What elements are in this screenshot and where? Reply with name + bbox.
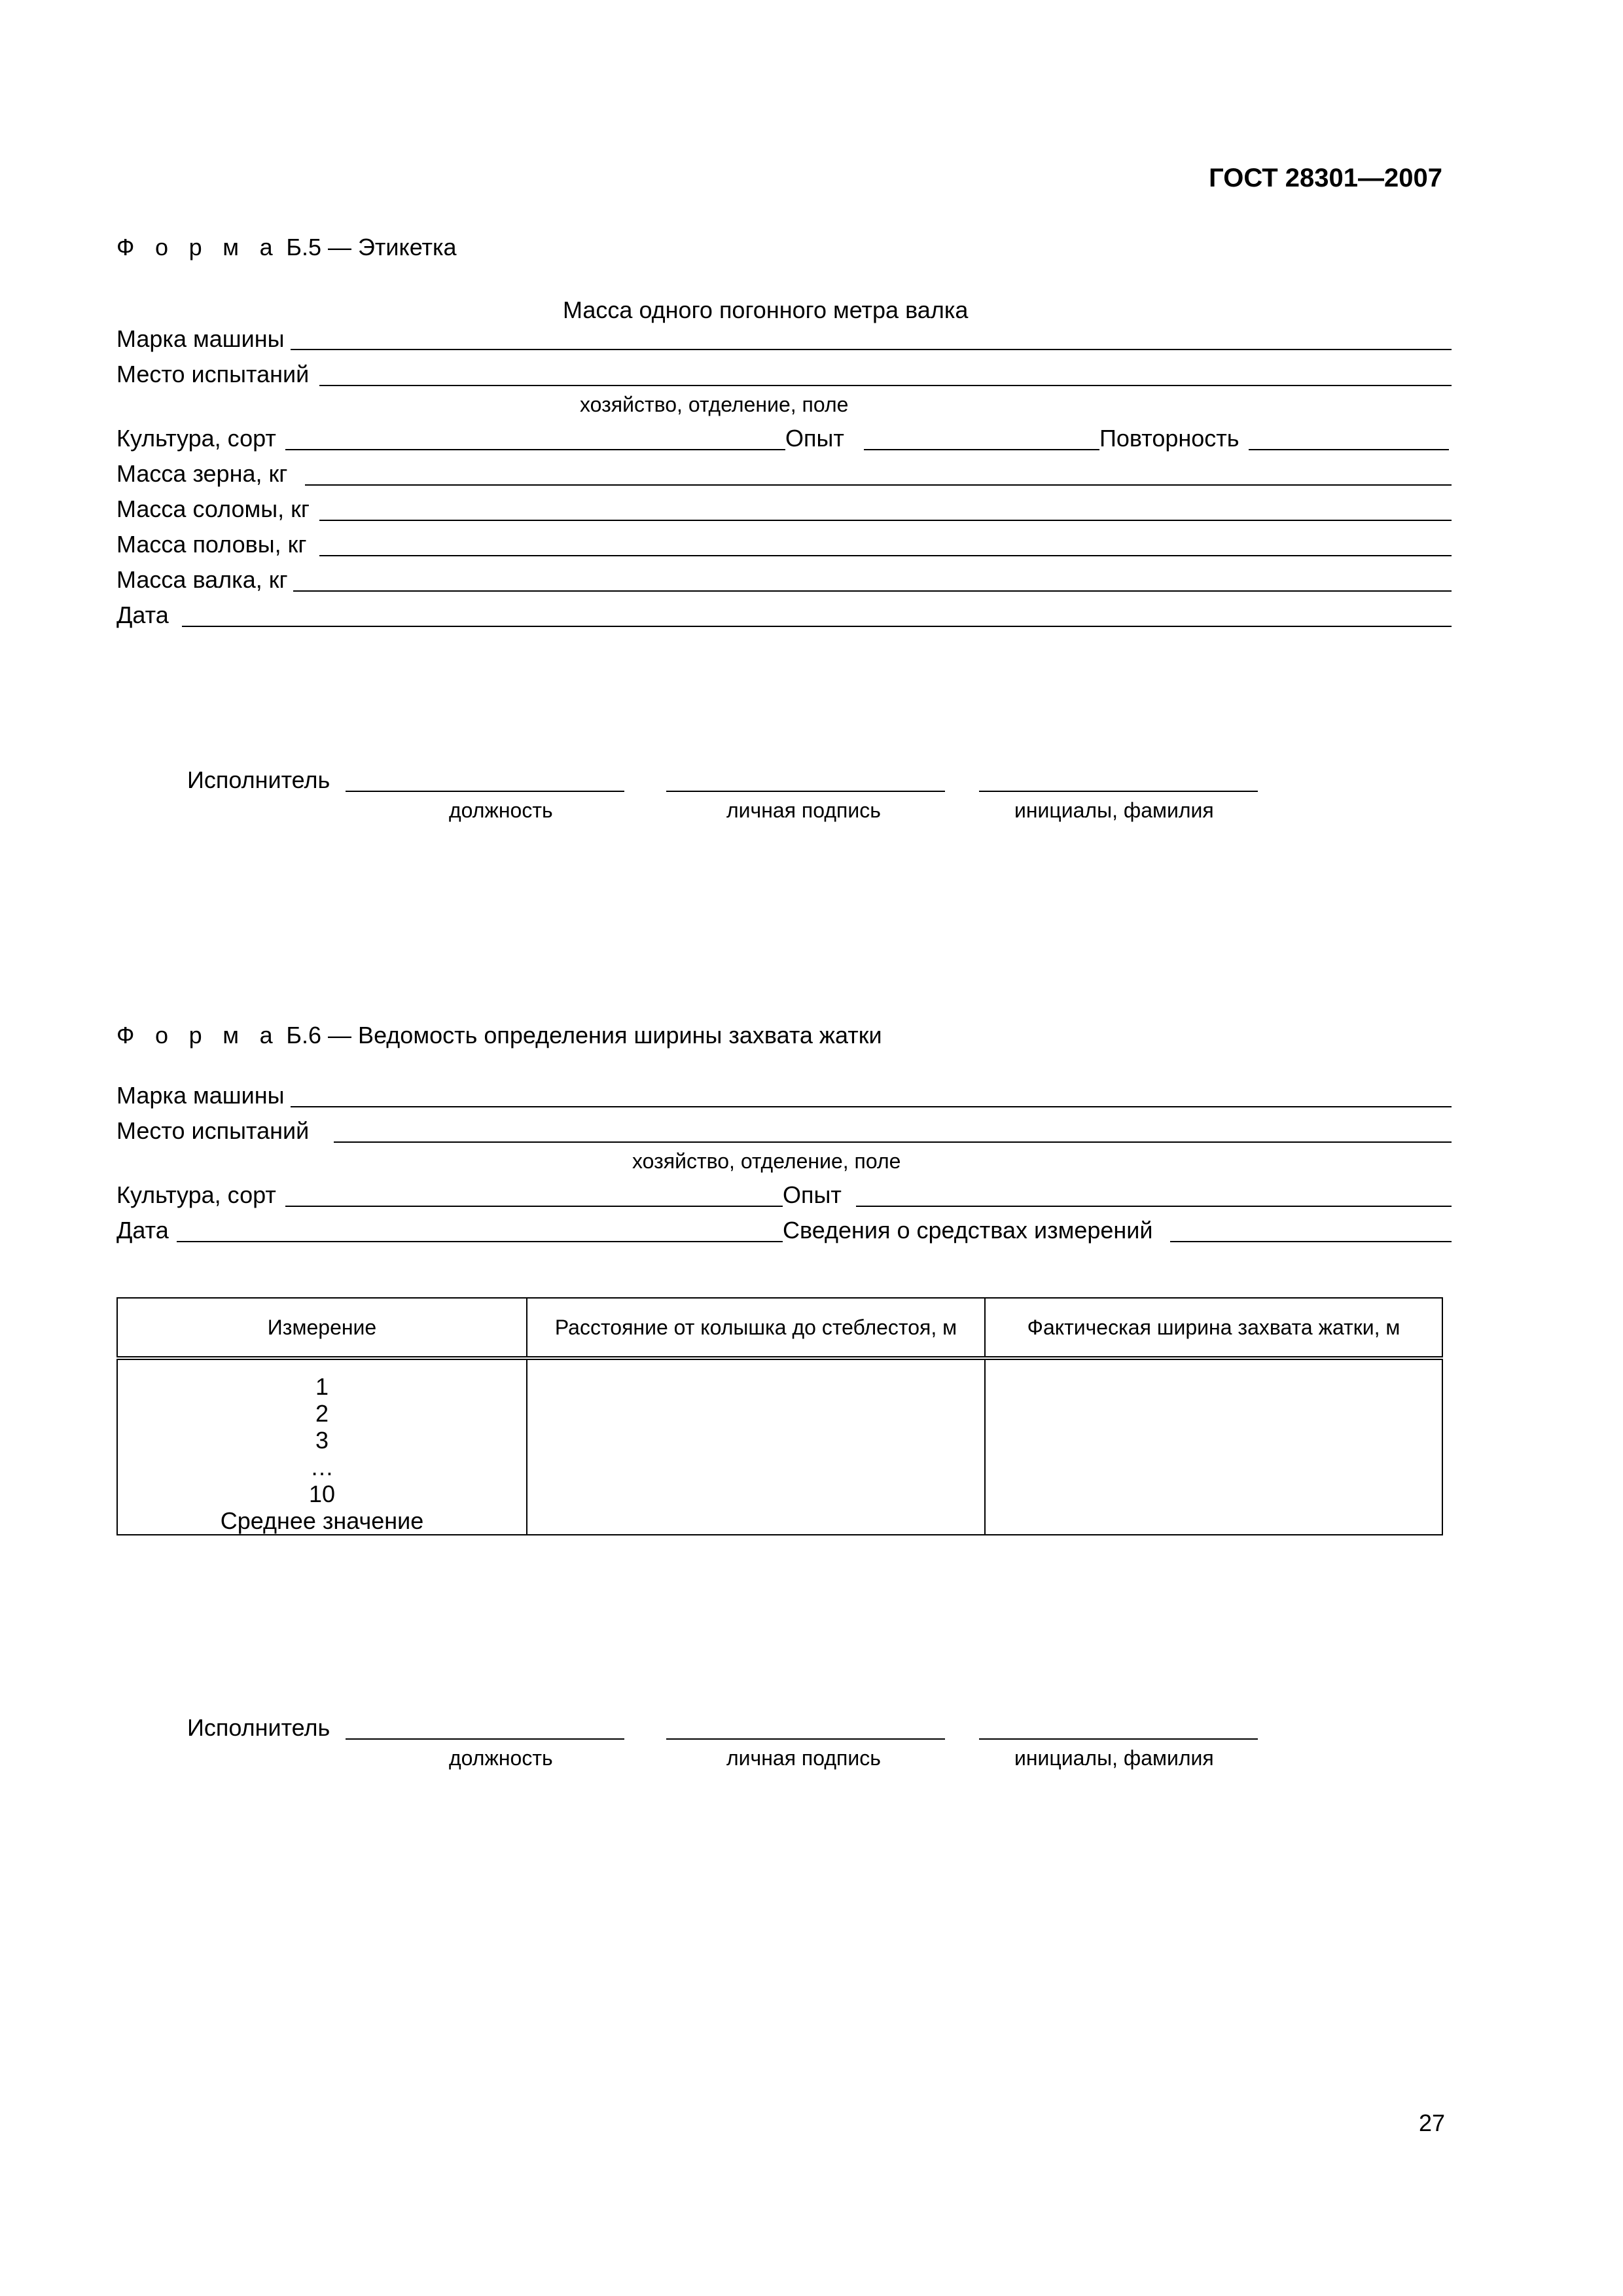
- page-number: 27: [1418, 2109, 1445, 2136]
- machine-label: Марка машины: [116, 325, 285, 352]
- executor-name-field[interactable]: [979, 1738, 1258, 1740]
- executor-signature-field[interactable]: [666, 1738, 945, 1740]
- table-row-label: 2: [315, 1400, 329, 1427]
- crop-field[interactable]: [285, 1206, 783, 1207]
- place-label: Место испытаний: [116, 1117, 310, 1144]
- place-field[interactable]: [334, 1141, 1452, 1143]
- date-field[interactable]: [182, 626, 1452, 627]
- column-header-width: Фактическая ширина захвата жатки, м: [985, 1298, 1442, 1358]
- table-body-row: [117, 1358, 1442, 1535]
- executor-position-field[interactable]: [346, 791, 624, 792]
- place-hint: хозяйство, отделение, поле: [632, 1149, 901, 1173]
- experiment-label: Опыт: [785, 425, 844, 452]
- form-b6-title: [116, 1024, 882, 1047]
- executor-position-field[interactable]: [346, 1738, 624, 1740]
- table-row-label: 1: [315, 1373, 329, 1400]
- form-word: Ф о р м а: [116, 1022, 280, 1049]
- table-row-label: Среднее значение: [220, 1507, 424, 1534]
- measurement-table: [116, 1297, 1443, 1535]
- place-field[interactable]: [319, 385, 1452, 386]
- position-hint: должность: [449, 798, 553, 822]
- machine-label: Марка машины: [116, 1082, 285, 1109]
- standard-number: ГОСТ 28301—2007: [1209, 164, 1442, 192]
- date-field[interactable]: [177, 1241, 783, 1242]
- date-label: Дата: [116, 1217, 169, 1244]
- machine-field[interactable]: [291, 1106, 1452, 1107]
- grain-mass-field[interactable]: [305, 484, 1452, 486]
- crop-label: Культура, сорт: [116, 1181, 276, 1208]
- instruments-field[interactable]: [1170, 1241, 1452, 1242]
- chaff-mass-label: Масса половы, кг: [116, 531, 307, 558]
- date-label: Дата: [116, 601, 169, 628]
- name-hint: инициалы, фамилия: [1014, 798, 1214, 822]
- swath-mass-field[interactable]: [293, 590, 1452, 592]
- experiment-field[interactable]: [864, 449, 1099, 450]
- straw-mass-field[interactable]: [319, 520, 1452, 521]
- machine-field[interactable]: [291, 349, 1452, 350]
- crop-label: Культура, сорт: [116, 425, 276, 452]
- column-header-measurement: Измерение: [117, 1298, 527, 1358]
- straw-mass-label: Масса соломы, кг: [116, 495, 310, 522]
- signature-hint: личная подпись: [726, 798, 881, 822]
- form-b6-caption: Б.6 — Ведомость определения ширины захвата жатки: [279, 1022, 882, 1049]
- form-b5-subtitle: Масса одного погонного метра валка: [563, 296, 969, 323]
- position-hint: должность: [449, 1746, 553, 1770]
- executor-name-field[interactable]: [979, 791, 1258, 792]
- executor-label: Исполнитель: [187, 766, 330, 793]
- crop-field[interactable]: [285, 449, 785, 450]
- width-cell[interactable]: [985, 1358, 1442, 1535]
- name-hint: инициалы, фамилия: [1014, 1746, 1214, 1770]
- experiment-field[interactable]: [856, 1206, 1452, 1207]
- executor-label: Исполнитель: [187, 1714, 330, 1741]
- table-row-label: 3: [315, 1427, 329, 1454]
- grain-mass-label: Масса зерна, кг: [116, 460, 288, 487]
- signature-hint: личная подпись: [726, 1746, 881, 1770]
- place-hint: хозяйство, отделение, поле: [580, 393, 849, 416]
- table-row-label: …: [310, 1454, 334, 1480]
- repeat-field[interactable]: [1249, 449, 1449, 450]
- table-header-row: [117, 1298, 1442, 1358]
- instruments-label: Сведения о средствах измерений: [783, 1217, 1153, 1244]
- executor-signature-field[interactable]: [666, 791, 945, 792]
- form-b5-title: [116, 236, 457, 259]
- experiment-label: Опыт: [783, 1181, 842, 1208]
- measurement-column: [117, 1358, 527, 1535]
- column-header-distance: Расстояние от колышка до стеблестоя, м: [527, 1298, 985, 1358]
- place-label: Место испытаний: [116, 361, 310, 387]
- chaff-mass-field[interactable]: [319, 555, 1452, 556]
- form-word: Ф о р м а: [116, 234, 280, 260]
- swath-mass-label: Масса валка, кг: [116, 566, 288, 593]
- distance-cell[interactable]: [527, 1358, 985, 1535]
- form-b5-caption: Б.5 — Этикетка: [279, 234, 457, 260]
- table-row-label: 10: [308, 1480, 336, 1507]
- repeat-label: Повторность: [1099, 425, 1240, 452]
